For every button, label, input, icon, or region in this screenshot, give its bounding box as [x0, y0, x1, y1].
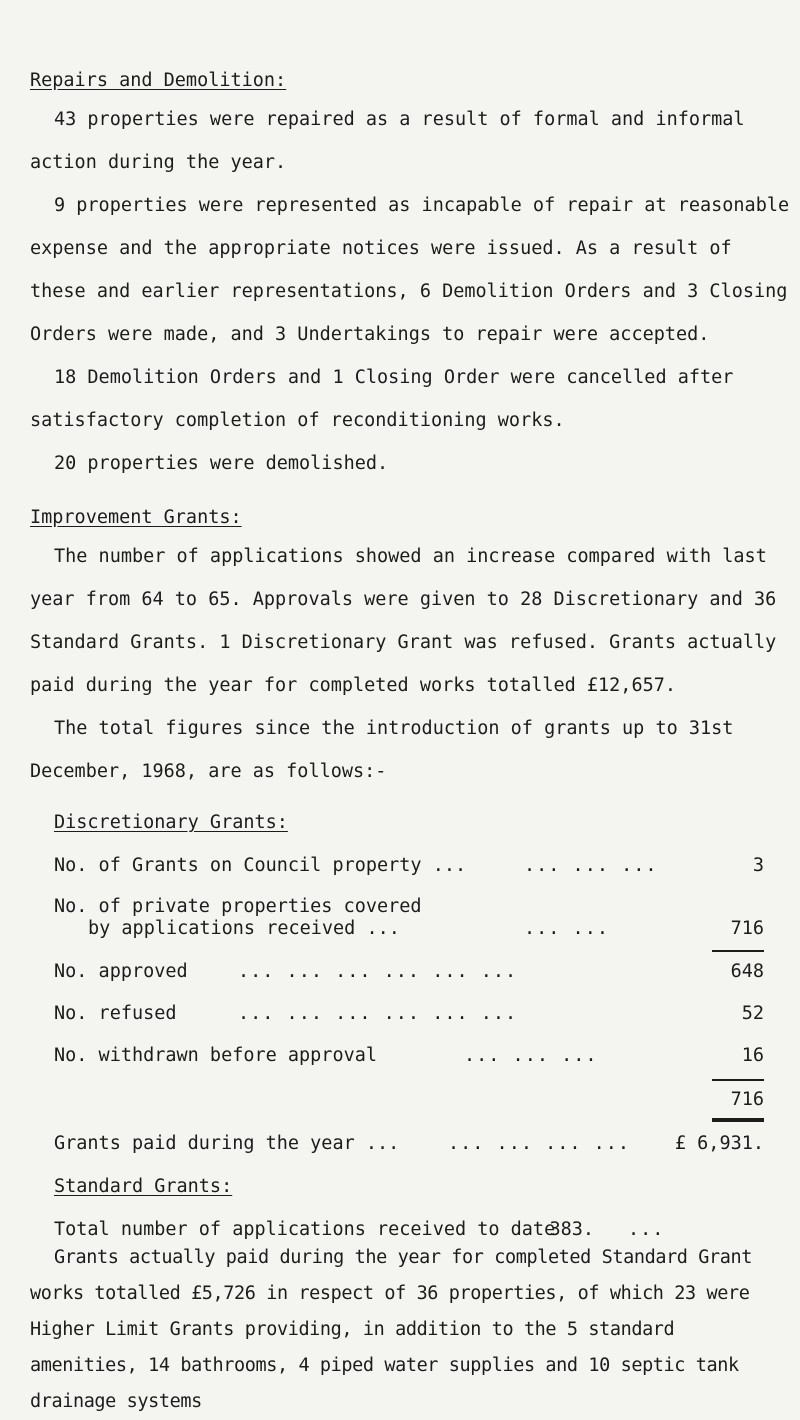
improvement-paragraph-2: The total figures since the introduction of grants up to 31st December, 1968, are as follows:- [30, 718, 734, 782]
improvement-paragraph-1: The number of applications showed an increase compared with last year from 64 to 65. Approvals were given to 28 Discretionary and 36 Standard Grants. 1 Discretionary Grant was refused. Grants actually paid during the year for completed works totalled £12,657. [30, 546, 777, 696]
row-dots: ... ... ... [464, 1045, 598, 1066]
row-label: No. withdrawn before approval [54, 1045, 378, 1066]
standard-heading: Standard Grants: [54, 1176, 233, 1197]
row-dots: ... ... ... ... ... ... [238, 1003, 518, 1024]
row-dots: ... [628, 1219, 665, 1240]
row-dots: ... ... ... ... [448, 1133, 631, 1154]
row-value: 648 [730, 961, 764, 982]
row-label: No. of private properties covered [54, 896, 422, 917]
row-grants-paid [54, 1133, 764, 1159]
row-value: 16 [741, 1045, 764, 1066]
standard-paragraph: Grants actually paid during the year for completed Standard Grant works totalled £5,726 in respect of 36 properties, of which 23 were Higher Limit Grants providing, in addition to the 5 standard amenities, 14 bathrooms, 4 piped water supplies and 10 septic tank drainage systems [30, 1247, 752, 1412]
row-value: 52 [741, 1003, 764, 1024]
row-value: 716 [730, 918, 764, 939]
row-council-property [54, 855, 764, 881]
row-dots: ... ... ... [524, 855, 658, 876]
repairs-paragraph-1: 43 properties were repaired as a result of formal and informal action during the year. [30, 109, 745, 173]
repairs-paragraph-4: 20 properties were demolished. [54, 453, 389, 474]
row-private-properties [54, 918, 764, 944]
row-dots: ... ... [524, 918, 609, 939]
row-total [54, 1089, 764, 1115]
total-rule [712, 1079, 764, 1081]
row-withdrawn [54, 1045, 764, 1071]
row-label: Grants paid during the year ... [54, 1133, 400, 1154]
total-double-rule [712, 1118, 764, 1122]
total-value: 716 [730, 1089, 764, 1110]
row-dots: ... ... ... ... ... ... [238, 961, 518, 982]
row-label: No. of Grants on Council property ... [54, 855, 467, 876]
subtotal-rule [712, 950, 764, 952]
row-label: Total number of applications received to date [54, 1219, 556, 1240]
row-refused [54, 1003, 764, 1029]
row-value: 3 [752, 855, 764, 876]
row-approved [54, 961, 764, 987]
repairs-paragraph-2: 9 properties were represented as incapable of repair at reasonable expense and the appropriate notices were issued. As a result of these and earlier representations, 6 Demolition Orders and 3 Closing Orders were made, and 3 Undertakings to repair were accepted. [30, 195, 790, 345]
repairs-paragraph-3: 18 Demolition Orders and 1 Closing Order were cancelled after satisfactory completion of reconditioning works. [30, 367, 734, 431]
repairs-heading: Repairs and Demolition: [30, 70, 287, 91]
discretionary-heading: Discretionary Grants: [54, 812, 288, 833]
row-label: No. approved [54, 961, 188, 982]
row-value: 383. [549, 1219, 594, 1240]
improvement-heading: Improvement Grants: [30, 507, 242, 528]
row-label: by applications received ... [88, 918, 400, 939]
row-label: No. refused [54, 1003, 177, 1024]
row-value: £ 6,931. [674, 1133, 764, 1154]
